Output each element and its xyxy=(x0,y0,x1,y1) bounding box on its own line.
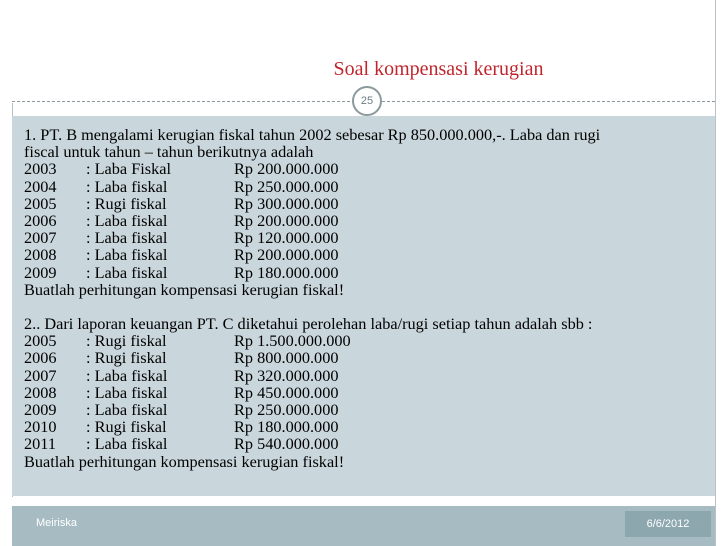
row-amount: Rp 180.000.000 xyxy=(234,262,339,282)
row-type: : Laba fiskal xyxy=(86,210,168,230)
problem1-row xyxy=(24,229,714,246)
row-amount: Rp 250.000.000 xyxy=(234,176,339,196)
row-amount: Rp 540.000.000 xyxy=(234,434,339,454)
row-amount: Rp 300.000.000 xyxy=(234,193,339,213)
row-type: : Rugi fiskal xyxy=(86,417,167,437)
problem1-row xyxy=(24,264,714,281)
problem2-row xyxy=(24,349,714,366)
row-type: : Laba fiskal xyxy=(86,365,168,385)
row-amount: Rp 200.000.000 xyxy=(234,210,339,230)
slide-body-text xyxy=(24,126,714,470)
problem2-row xyxy=(24,384,714,401)
problem2-instruction: Buatlah perhitungan kompensasi kerugian fiskal! xyxy=(24,451,345,471)
problem1-row xyxy=(24,246,714,263)
row-year: 2005 xyxy=(24,331,57,351)
row-amount: Rp 250.000.000 xyxy=(234,400,339,419)
row-year: 2008 xyxy=(24,245,57,265)
paragraph-gap xyxy=(24,298,714,315)
problem1-intro-line1: 1. PT. B mengalami kerugian fiskal tahun 2002 sebesar Rp 850.000.000,-. Laba dan rugi xyxy=(24,125,601,144)
problem1-row xyxy=(24,160,714,177)
row-year: 2007 xyxy=(24,365,57,385)
row-type: : Rugi fiskal xyxy=(86,331,167,351)
row-year: 2010 xyxy=(24,417,57,437)
row-type: : Laba fiskal xyxy=(86,400,168,419)
row-amount: Rp 120.000.000 xyxy=(234,228,339,248)
row-type: : Laba fiskal xyxy=(86,382,168,402)
row-type: : Laba fiskal xyxy=(86,262,168,282)
slide-number-badge: 25 xyxy=(352,86,382,116)
row-year: 2006 xyxy=(24,210,57,230)
row-amount: Rp 450.000.000 xyxy=(234,382,339,402)
footer-date: 6/6/2012 xyxy=(625,511,711,537)
slide-footer xyxy=(12,506,715,546)
problem2-row xyxy=(24,332,714,349)
problem1-row xyxy=(24,178,714,195)
row-type: : Rugi fiskal xyxy=(86,348,167,368)
row-amount: Rp 180.000.000 xyxy=(234,417,339,437)
slide-title: Soal kompensasi kerugian xyxy=(333,58,544,80)
problem2-row xyxy=(24,367,714,384)
row-amount: Rp 320.000.000 xyxy=(234,365,339,385)
row-amount: Rp 800.000.000 xyxy=(234,348,339,368)
row-type: : Laba fiskal xyxy=(86,434,168,454)
row-year: 2005 xyxy=(24,193,57,213)
footer-separator xyxy=(12,497,715,506)
row-type: : Laba Fiskal xyxy=(86,159,172,179)
slide-content xyxy=(12,116,715,496)
row-type: : Rugi fiskal xyxy=(86,193,167,213)
row-type: : Laba fiskal xyxy=(86,228,168,248)
problem1-instruction: Buatlah perhitungan kompensasi kerugian fiskal! xyxy=(24,279,345,299)
row-amount: Rp 1.500.000.000 xyxy=(234,331,351,351)
row-year: 2007 xyxy=(24,228,57,248)
row-year: 2006 xyxy=(24,348,57,368)
row-amount: Rp 200.000.000 xyxy=(234,159,339,179)
footer-author: Meiriska xyxy=(36,517,77,529)
problem1-intro-line2: fiscal untuk tahun – tahun berikutnya adalah xyxy=(24,142,314,162)
row-year: 2009 xyxy=(24,262,57,282)
row-year: 2011 xyxy=(24,434,56,454)
problem2-row xyxy=(24,418,714,435)
problem2-row xyxy=(24,435,714,452)
problem1-row xyxy=(24,195,714,212)
row-year: 2009 xyxy=(24,400,57,419)
row-year: 2004 xyxy=(24,176,57,196)
row-year: 2003 xyxy=(24,159,57,179)
frame-right-border xyxy=(715,0,716,546)
problem2-row xyxy=(24,401,714,418)
row-year: 2008 xyxy=(24,382,57,402)
row-amount: Rp 200.000.000 xyxy=(234,245,339,265)
problem1-row xyxy=(24,212,714,229)
problem2-intro: 2.. Dari laporan keuangan PT. C diketahui perolehan laba/rugi setiap tahun adalah sbb : xyxy=(24,314,593,334)
row-type: : Laba fiskal xyxy=(86,176,168,196)
row-type: : Laba fiskal xyxy=(86,245,168,265)
